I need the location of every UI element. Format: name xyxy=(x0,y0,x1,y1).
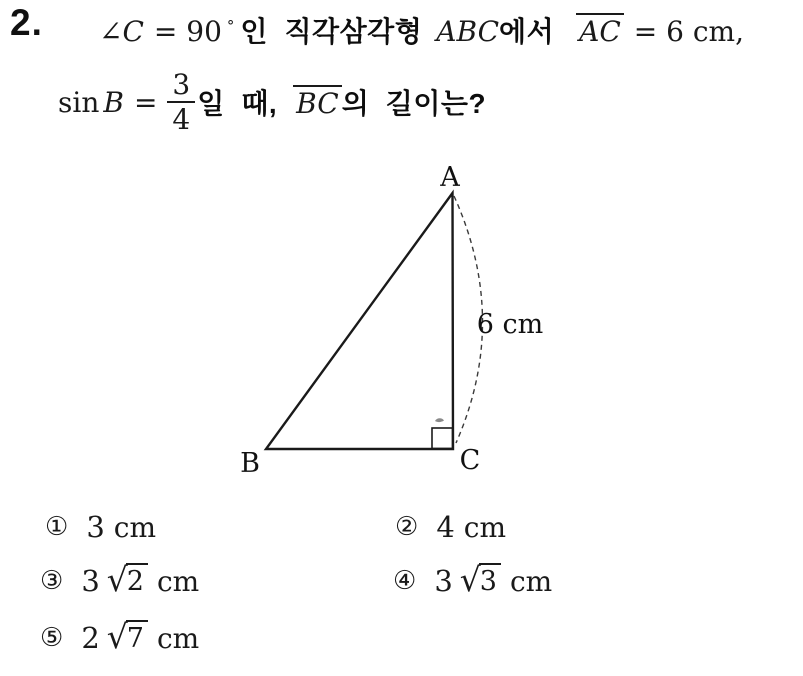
vertex-label-b: B xyxy=(240,448,260,479)
equals-sign: = xyxy=(133,85,158,119)
choice-5 xyxy=(40,616,199,660)
side-length-label: 6 cm xyxy=(476,309,544,340)
print-artifact xyxy=(435,418,444,422)
choice-2-value: 4 xyxy=(436,510,455,544)
segment-bc-overline: BC xyxy=(293,85,342,120)
choice-4-marker: ④ xyxy=(393,566,417,596)
choice-5-coefficient: 2 xyxy=(81,621,100,655)
choice-4-coefficient: 3 xyxy=(434,564,453,598)
choice-5-marker: ⑤ xyxy=(40,623,64,653)
choice-3-marker: ③ xyxy=(40,566,64,596)
segment-ac-overline: AC xyxy=(576,13,624,48)
choice-1-unit: cm xyxy=(113,510,156,544)
triangle-diagram xyxy=(230,160,560,485)
choice-3-radicand: 2 xyxy=(126,563,148,599)
choice-5-unit: cm xyxy=(156,621,200,655)
korean-in-right-triangle: 인 직각삼각형 xyxy=(240,16,423,47)
choice-4-radicand: 3 xyxy=(479,563,501,599)
equals-90: = 90 xyxy=(153,15,222,48)
choice-5-radical xyxy=(106,617,148,657)
vertex-label-c: C xyxy=(459,445,481,476)
choice-4-unit: cm xyxy=(509,564,553,598)
korean-question-length: 의 길이는? xyxy=(341,88,487,119)
fraction-numerator: 3 xyxy=(172,67,191,101)
sin-operator: sin xyxy=(58,85,100,119)
choice-4-radical xyxy=(459,560,501,600)
triangle-name: ABC xyxy=(436,15,500,48)
problem-number: 2. xyxy=(10,2,43,43)
choice-2 xyxy=(395,505,506,549)
angle-b: B xyxy=(103,85,124,119)
right-angle-marker xyxy=(432,428,453,449)
equals-6cm: = 6 cm, xyxy=(633,15,744,48)
angle-symbol: ∠ xyxy=(99,15,123,48)
choice-3-unit: cm xyxy=(156,564,200,598)
choice-1-marker: ① xyxy=(45,512,69,542)
degree-symbol: ° xyxy=(226,17,235,35)
angle-vertex-c: C xyxy=(122,15,144,48)
triangle-outline xyxy=(266,193,453,449)
problem-statement-line2 xyxy=(58,64,486,140)
choice-2-marker: ② xyxy=(395,512,419,542)
korean-il-ttae: 일 때, xyxy=(197,88,278,119)
choice-2-unit: cm xyxy=(463,510,506,544)
choice-5-radicand: 7 xyxy=(126,620,148,656)
vertex-label-a: A xyxy=(440,162,460,193)
choice-3-radical xyxy=(106,560,148,600)
radical-symbol: √ xyxy=(459,560,481,600)
radical-symbol: √ xyxy=(106,617,128,657)
radical-symbol: √ xyxy=(106,560,128,600)
choice-1-value: 3 xyxy=(86,510,105,544)
korean-eseo: 에서 xyxy=(499,16,555,47)
choice-3 xyxy=(40,559,199,603)
choice-1 xyxy=(45,505,156,549)
fraction-denominator: 4 xyxy=(167,101,195,136)
problem-statement-line1 xyxy=(99,10,744,50)
choice-3-coefficient: 3 xyxy=(81,564,100,598)
fraction-three-fourths xyxy=(167,68,195,136)
choice-4 xyxy=(393,559,552,603)
